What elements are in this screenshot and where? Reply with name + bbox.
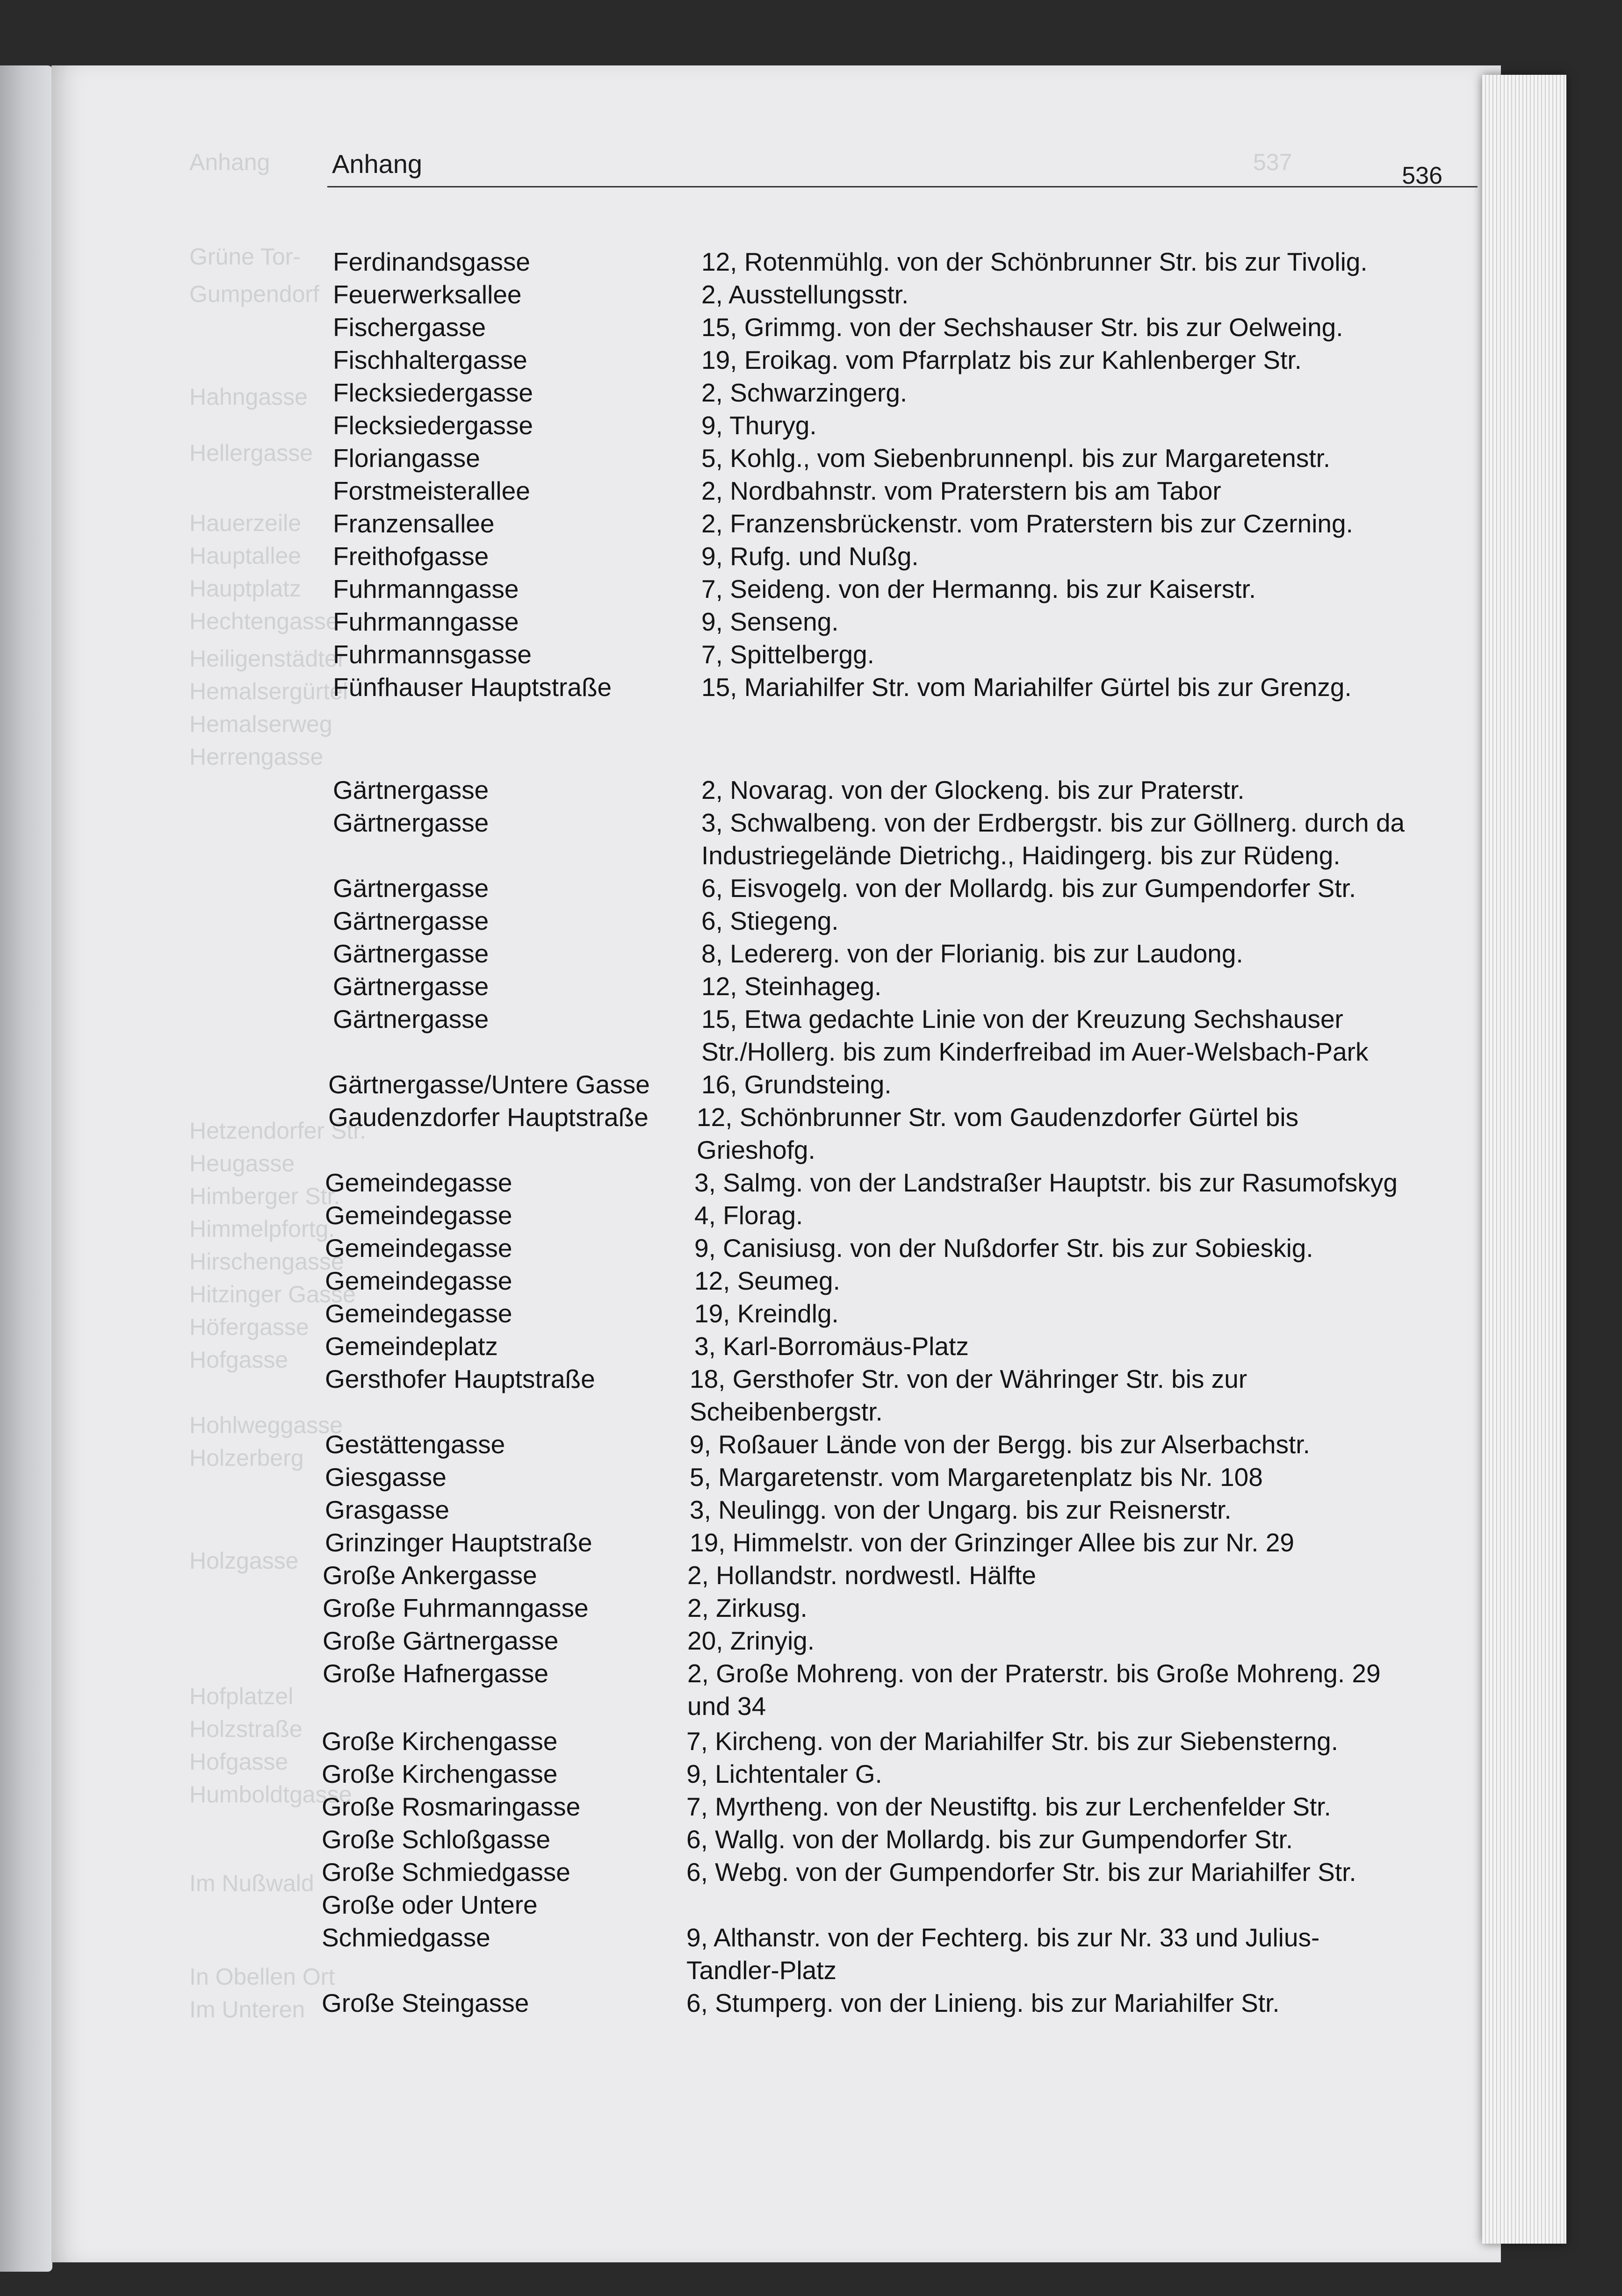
street-name: Franzensallee: [333, 509, 495, 538]
bleed-line: Hemalsergürtel: [189, 678, 348, 704]
street-name: Gaudenzdorfer Hauptstraße: [328, 1103, 649, 1132]
street-name: Fuhrmanngasse: [333, 607, 519, 636]
street-description: und 34: [687, 1692, 766, 1721]
bleed-line: Gumpendorf: [189, 281, 319, 307]
street-description: 6, Webg. von der Gumpendorfer Str. bis zur Mariahilfer Str.: [686, 1858, 1356, 1887]
bleed-line: In Obellen Ort: [189, 1964, 335, 1990]
street-description: 5, Margaretenstr. vom Margaretenplatz bis Nr. 108: [690, 1463, 1263, 1492]
header-title: Anhang: [332, 149, 423, 179]
street-description: 2, Novarag. von der Glockeng. bis zur Praterstr.: [701, 775, 1245, 804]
street-description: 8, Ledererg. von der Florianig. bis zur Laudong.: [701, 939, 1243, 968]
street-name: Große oder Untere: [322, 1890, 538, 1919]
bleed-line: Hirschengasse: [189, 1248, 344, 1275]
street-name: Große Schloßgasse: [322, 1825, 551, 1854]
street-name: Gärtnergasse: [333, 874, 489, 903]
street-description: 2, Ausstellungsstr.: [701, 280, 909, 309]
street-name: Gemeindegasse: [325, 1168, 512, 1197]
bleed-line: Hofplatzel: [189, 1683, 294, 1709]
street-name: Ferdinandsgasse: [333, 247, 530, 276]
bleed-line: Hohlweggasse: [189, 1412, 343, 1438]
street-description: 12, Steinhageg.: [701, 972, 882, 1001]
bleed-line: Heugasse: [189, 1150, 295, 1177]
street-description: 3, Schwalbeng. von der Erdbergstr. bis zur Göllnerg. durch da: [701, 808, 1405, 837]
street-name: Fischergasse: [333, 313, 486, 342]
street-name: Große Steingasse: [322, 1988, 529, 2017]
street-description: 15, Grimmg. von der Sechshauser Str. bis zur Oelweing.: [701, 313, 1343, 342]
street-description: 9, Thuryg.: [701, 411, 817, 440]
street-name: Gemeindegasse: [325, 1266, 512, 1295]
street-name: Flecksiedergasse: [333, 411, 533, 440]
street-description: 20, Zrinyig.: [687, 1626, 815, 1655]
street-description: 12, Schönbrunner Str. vom Gaudenzdorfer Gürtel bis: [697, 1103, 1299, 1132]
street-description: 2, Hollandstr. nordwestl. Hälfte: [687, 1561, 1036, 1590]
street-description: 12, Rotenmühlg. von der Schönbrunner Str. bis zur Tivolig.: [701, 247, 1368, 276]
street-name: Gärtnergasse: [333, 939, 489, 968]
street-description: Industriegelände Dietrichg., Haidingerg. bis zur Rüdeng.: [701, 841, 1341, 870]
street-name: Gärtnergasse/Untere Gasse: [328, 1070, 650, 1099]
bleed-line: Hofgasse: [189, 1347, 288, 1373]
bleed-line: Höfergasse: [189, 1314, 309, 1340]
street-description: 2, Große Mohreng. von der Praterstr. bis Große Mohreng. 29: [687, 1659, 1381, 1688]
bleed-line: Grüne Tor-: [189, 244, 301, 270]
bleed-line: Hauptplatz: [189, 575, 302, 602]
street-name: Grasgasse: [325, 1495, 449, 1524]
bleed-line: Heiligenstädter: [189, 646, 346, 672]
bleed-line: Hemalserweg: [189, 711, 332, 737]
street-name: Große Kirchengasse: [322, 1759, 558, 1788]
street-description: 12, Seumeg.: [694, 1266, 840, 1295]
street-name: Gemeindegasse: [325, 1299, 512, 1328]
bleed-line: Herrengasse: [189, 744, 324, 770]
street-name: Große Schmiedgasse: [322, 1858, 570, 1887]
street-name: Große Kirchengasse: [322, 1727, 558, 1756]
bleed-line: Hauerzeile: [189, 510, 302, 536]
street-description: 2, Franzensbrückenstr. vom Praterstern bis zur Czerning.: [701, 509, 1353, 538]
street-name: Grinzinger Hauptstraße: [325, 1528, 592, 1557]
street-name: Große Rosmaringasse: [322, 1792, 581, 1821]
street-description: 19, Himmelstr. von der Grinzinger Allee bis zur Nr. 29: [690, 1528, 1295, 1557]
bleed-line: Hofgasse: [189, 1749, 288, 1775]
street-description: 7, Spittelbergg.: [701, 640, 874, 669]
street-description: 3, Salmg. von der Landstraßer Hauptstr. bis zur Rasumofskyg: [694, 1168, 1398, 1197]
street-description: Tandler-Platz: [686, 1956, 836, 1985]
street-description: 6, Stumperg. von der Linieng. bis zur Mariahilfer Str.: [686, 1988, 1280, 2017]
street-name: Flecksiedergasse: [333, 378, 533, 407]
street-name: Große Ankergasse: [323, 1561, 537, 1590]
street-description: 2, Schwarzingerg.: [701, 378, 908, 407]
street-description: 18, Gersthofer Str. von der Währinger Str. bis zur: [690, 1364, 1247, 1393]
street-name: Gemeindegasse: [325, 1201, 512, 1230]
street-description: 6, Eisvogelg. von der Mollardg. bis zur Gumpendorfer Str.: [701, 874, 1356, 903]
street-name: Feuerwerksallee: [333, 280, 522, 309]
street-description: Str./Hollerg. bis zum Kinderfreibad im Auer-Welsbach-Park: [701, 1037, 1369, 1066]
street-name: Floriangasse: [333, 444, 480, 473]
street-name: Gärtnergasse: [333, 775, 489, 804]
bleed-line: Im Unteren: [189, 1996, 305, 2023]
bleed-line: Hechtengasse: [189, 608, 339, 634]
street-name: Fuhrmanngasse: [333, 574, 519, 603]
street-name: Gestättengasse: [325, 1430, 505, 1459]
street-description: 9, Rufg. und Nußg.: [701, 542, 919, 571]
bleed-line: Himberger Str.: [189, 1183, 340, 1209]
bleed-line: Im Nußwald: [189, 1870, 314, 1896]
street-name: Giesgasse: [325, 1463, 447, 1492]
bleed-header-title: Anhang: [189, 149, 270, 175]
bleed-line: Holzstraße: [189, 1716, 303, 1742]
street-name: Gärtnergasse: [333, 972, 489, 1001]
street-name: Gemeindeplatz: [325, 1332, 498, 1361]
street-name: Gärtnergasse: [333, 906, 489, 935]
street-name: Schmiedgasse: [322, 1923, 490, 1952]
street-name: Große Gärtnergasse: [323, 1626, 559, 1655]
page-number: 536: [1402, 162, 1442, 189]
street-name: Fischhaltergasse: [333, 345, 527, 374]
street-description: 19, Kreindlg.: [694, 1299, 839, 1328]
street-name: Freithofgasse: [333, 542, 489, 571]
bleed-line: Hahngasse: [189, 384, 308, 410]
street-name: Gersthofer Hauptstraße: [325, 1364, 595, 1393]
street-description: 6, Wallg. von der Mollardg. bis zur Gumpendorfer Str.: [686, 1825, 1293, 1854]
street-description: 2, Zirkusg.: [687, 1593, 807, 1622]
street-name: Gärtnergasse: [333, 808, 489, 837]
bleed-line: Hitzinger Gasse: [189, 1281, 356, 1307]
street-name: Große Fuhrmanngasse: [323, 1593, 589, 1622]
street-description: 7, Seideng. von der Hermanng. bis zur Kaiserstr.: [701, 574, 1256, 603]
street-description: Scheibenbergstr.: [690, 1397, 883, 1426]
street-description: 19, Eroikag. vom Pfarrplatz bis zur Kahlenberger Str.: [701, 345, 1302, 374]
street-description: 2, Nordbahnstr. vom Praterstern bis am Tabor: [701, 476, 1221, 505]
street-description: 4, Florag.: [694, 1201, 803, 1230]
street-name: Gemeindegasse: [325, 1234, 512, 1263]
street-description: 9, Roßauer Lände von der Bergg. bis zur Alserbachstr.: [690, 1430, 1310, 1459]
street-name: Große Hafnergasse: [323, 1659, 548, 1688]
street-name: Forstmeisterallee: [333, 476, 530, 505]
street-description: 16, Grundsteing.: [701, 1070, 892, 1099]
street-description: 15, Mariahilfer Str. vom Mariahilfer Gürtel bis zur Grenzg.: [701, 673, 1352, 702]
bleed-page-number: 537: [1253, 149, 1292, 175]
street-description: 7, Myrtheng. von der Neustiftg. bis zur Lerchenfelder Str.: [686, 1792, 1331, 1821]
bleed-line: Himmelpfortg.: [189, 1216, 335, 1242]
street-description: 9, Canisiusg. von der Nußdorfer Str. bis zur Sobieskig.: [694, 1234, 1313, 1263]
street-description: 3, Neulingg. von der Ungarg. bis zur Reisnerstr.: [690, 1495, 1232, 1524]
bleed-line: Hellergasse: [189, 440, 313, 466]
street-description: 15, Etwa gedachte Linie von der Kreuzung Sechshauser: [701, 1004, 1343, 1033]
bleed-line: Humboldtgasse: [189, 1781, 352, 1808]
street-description: Grieshofg.: [697, 1135, 815, 1164]
street-description: 9, Lichtentaler G.: [686, 1759, 882, 1788]
street-description: 7, Kircheng. von der Mariahilfer Str. bis zur Siebensterng.: [686, 1727, 1339, 1756]
street-description: 5, Kohlg., vom Siebenbrunnenpl. bis zur Margaretenstr.: [701, 444, 1331, 473]
street-name: Fuhrmannsgasse: [333, 640, 532, 669]
bleed-line: Hauptallee: [189, 543, 302, 569]
street-description: 9, Senseng.: [701, 607, 839, 636]
street-description: 3, Karl-Borromäus-Platz: [694, 1332, 969, 1361]
bleed-line: Hetzendorfer Str.: [189, 1118, 366, 1144]
street-description: 6, Stiegeng.: [701, 906, 839, 935]
bleed-line: Holzerberg: [189, 1445, 304, 1471]
bleed-line: Holzgasse: [189, 1548, 299, 1574]
street-name: Fünfhauser Hauptstraße: [333, 673, 612, 702]
street-name: Gärtnergasse: [333, 1004, 489, 1033]
street-description: 9, Althanstr. von der Fechterg. bis zur Nr. 33 und Julius-: [686, 1923, 1320, 1952]
